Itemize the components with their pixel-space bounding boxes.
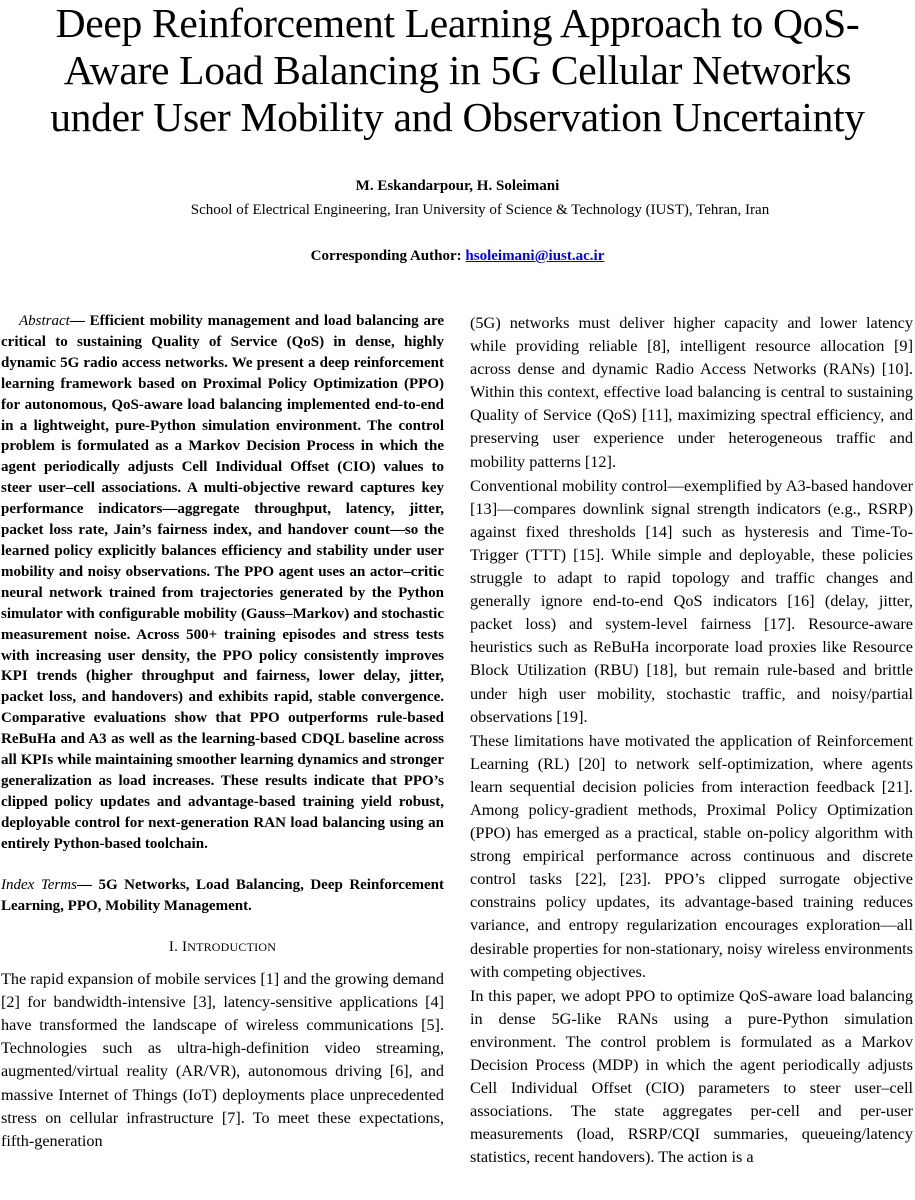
intro-paragraph: The rapid expansion of mobile services [1] and the growing demand [2] for bandwidth-intensive [3], latency-sensitive applications [4] have transformed the landscape of wireless communications [5]. Technologies such as ultra-high-definition video streaming, augmented/virtual reality (AR/VR), autonomous driving [6], and massive Internet of Things (IoT) deployments place unprecedented stress on cellular infrastructure [7]. To meet these expectations, fifth-generation bbox=[1, 969, 444, 1150]
index-terms bbox=[1, 875, 444, 917]
intro-paragraph: Conventional mobility control—exemplified by A3-based handover [13]—compares downlink signal strength indicators (e.g., RSRP) against fixed thresholds [14] such as hysteresis and Time-To-Trigger (TTT) [15]. While simple and deployable, these policies struggle to adapt to rapid topology and traffic changes and generally ignore end-to-end QoS indicators [16] (delay, jitter, packet loss) and system-level fairness [17]. Resource-aware heuristics such as ReBuHa incorporate load proxies like Resource Block Utilization (RBU) [18], but remain rule-based and brittle under high user mobility, stochastic traffic, and noisy/partial observations [19]. bbox=[470, 475, 913, 726]
title-line: Deep Reinforcement Learning Approach to QoS- bbox=[55, 0, 860, 46]
abstract bbox=[1, 311, 444, 855]
intro-paragraph: These limitations have motivated the application of Reinforcement Learning (RL) [20] to network self-optimization, where agents learn sequential decision policies from interaction feedback [21]. Among policy-gradient methods, Proximal Policy Optimization (PPO) has emerged as a practical, stable on-policy algorithm with strong empirical performance across continuous and discrete control tasks [22], [23]. PPO’s clipped surrogate objective constrains policy updates, its advantage-based training reduces variance, and entropy regularization encourages exploration—all desirable properties for non-stationary, noisy wireless environments with competing objectives. bbox=[470, 730, 913, 981]
title-line: under User Mobility and Observation Uncertainty bbox=[50, 94, 865, 140]
section-name: NTRODUCTION bbox=[187, 939, 277, 954]
abstract-label: Abstract bbox=[19, 313, 70, 329]
section-number: I. I bbox=[168, 938, 188, 955]
right-column bbox=[470, 311, 913, 1168]
intro-paragraph: (5G) networks must deliver higher capacity and lower latency while providing reliable [8], intelligent resource allocation [9] across dense and dynamic Radio Access Networks (RANs) [10]. Within this context, effective load balancing is central to sustaining Quality of Service (QoS) [11], maximizing spectral efficiency, and preserving user experience under heterogeneous traffic and mobility patterns [12]. bbox=[470, 313, 913, 471]
corresponding-author-label: Corresponding Author: bbox=[310, 248, 466, 264]
left-column bbox=[1, 311, 444, 1153]
index-terms-dash: — bbox=[76, 876, 99, 893]
paper-title bbox=[0, 0, 915, 141]
abstract-text: Efficient mobility management and load balancing are critical to sustaining Quality of Service (QoS) in dense, highly dynamic 5G radio access networks. We present a deep reinforcement learning framework based on Proximal Policy Optimization (PPO) for autonomous, QoS-aware load balancing implemented end-to-end in a lightweight, pure-Python simulation environment. The control problem is formulated as a Markov Decision Process in which the agent periodically adjusts Cell Individual Offset (CIO) values to steer user–cell associations. A multi-objective reward captures key performance indicators—aggregate throughput, latency, jitter, packet loss rate, Jain’s fairness index, and handover count—so the learned policy explicitly balances efficiency and stability under user mobility and noisy observations. The PPO agent uses an actor–critic neural network trained from trajectories generated by the Python simulator with configurable mobility (Gauss–Markov) and stochastic measurement noise. Across 500+ training episodes and stress tests with increasing user density, the PPO policy consistently improves KPI trends (higher throughput and fairness, lower delay, jitter, packet loss, and handovers) and exhibits rapid, stable convergence. Comparative evaluations show that PPO outperforms rule-based ReBuHa and A3 as well as the learning-based CDQL baseline across all KPIs while maintaining smoother learning dynamics and stronger generalization as load increases. These results indicate that PPO’s clipped policy updates and advantage-based training yield robust, deployable control for next-generation RAN load balancing using an entirely Python-based toolchain. bbox=[1, 313, 445, 852]
title-line: Aware Load Balancing in 5G Cellular Networks bbox=[63, 47, 852, 93]
abstract-dash: — bbox=[69, 313, 90, 329]
intro-paragraph: In this paper, we adopt PPO to optimize QoS-aware load balancing in dense 5G-like RANs using a pure-Python simulation environment. The control problem is formulated as a Markov Decision Process (MDP) in which the agent periodically adjusts Cell Individual Offset (CIO) parameters to steer user–cell associations. The state aggregates per-cell and per-user measurements (load, RSRP/CQI summaries, queueing/latency statistics, recent handovers). The action is a bbox=[470, 985, 913, 1167]
author-list: M. Eskandarpour, H. Soleimani bbox=[355, 178, 560, 194]
index-terms-text: 5G Networks, Load Balancing, Deep Reinforcement Learning, PPO, Mobility Management. bbox=[1, 876, 445, 914]
index-terms-label: Index Terms bbox=[1, 876, 77, 893]
corresponding-author-email-link[interactable]: hsoleimani@iust.ac.ir bbox=[465, 248, 605, 264]
affiliation: School of Electrical Engineering, Iran University of Science & Technology (IUST), Tehran, Iran bbox=[190, 202, 770, 218]
section-heading-introduction bbox=[1, 937, 444, 958]
corresponding-author bbox=[0, 246, 915, 266]
